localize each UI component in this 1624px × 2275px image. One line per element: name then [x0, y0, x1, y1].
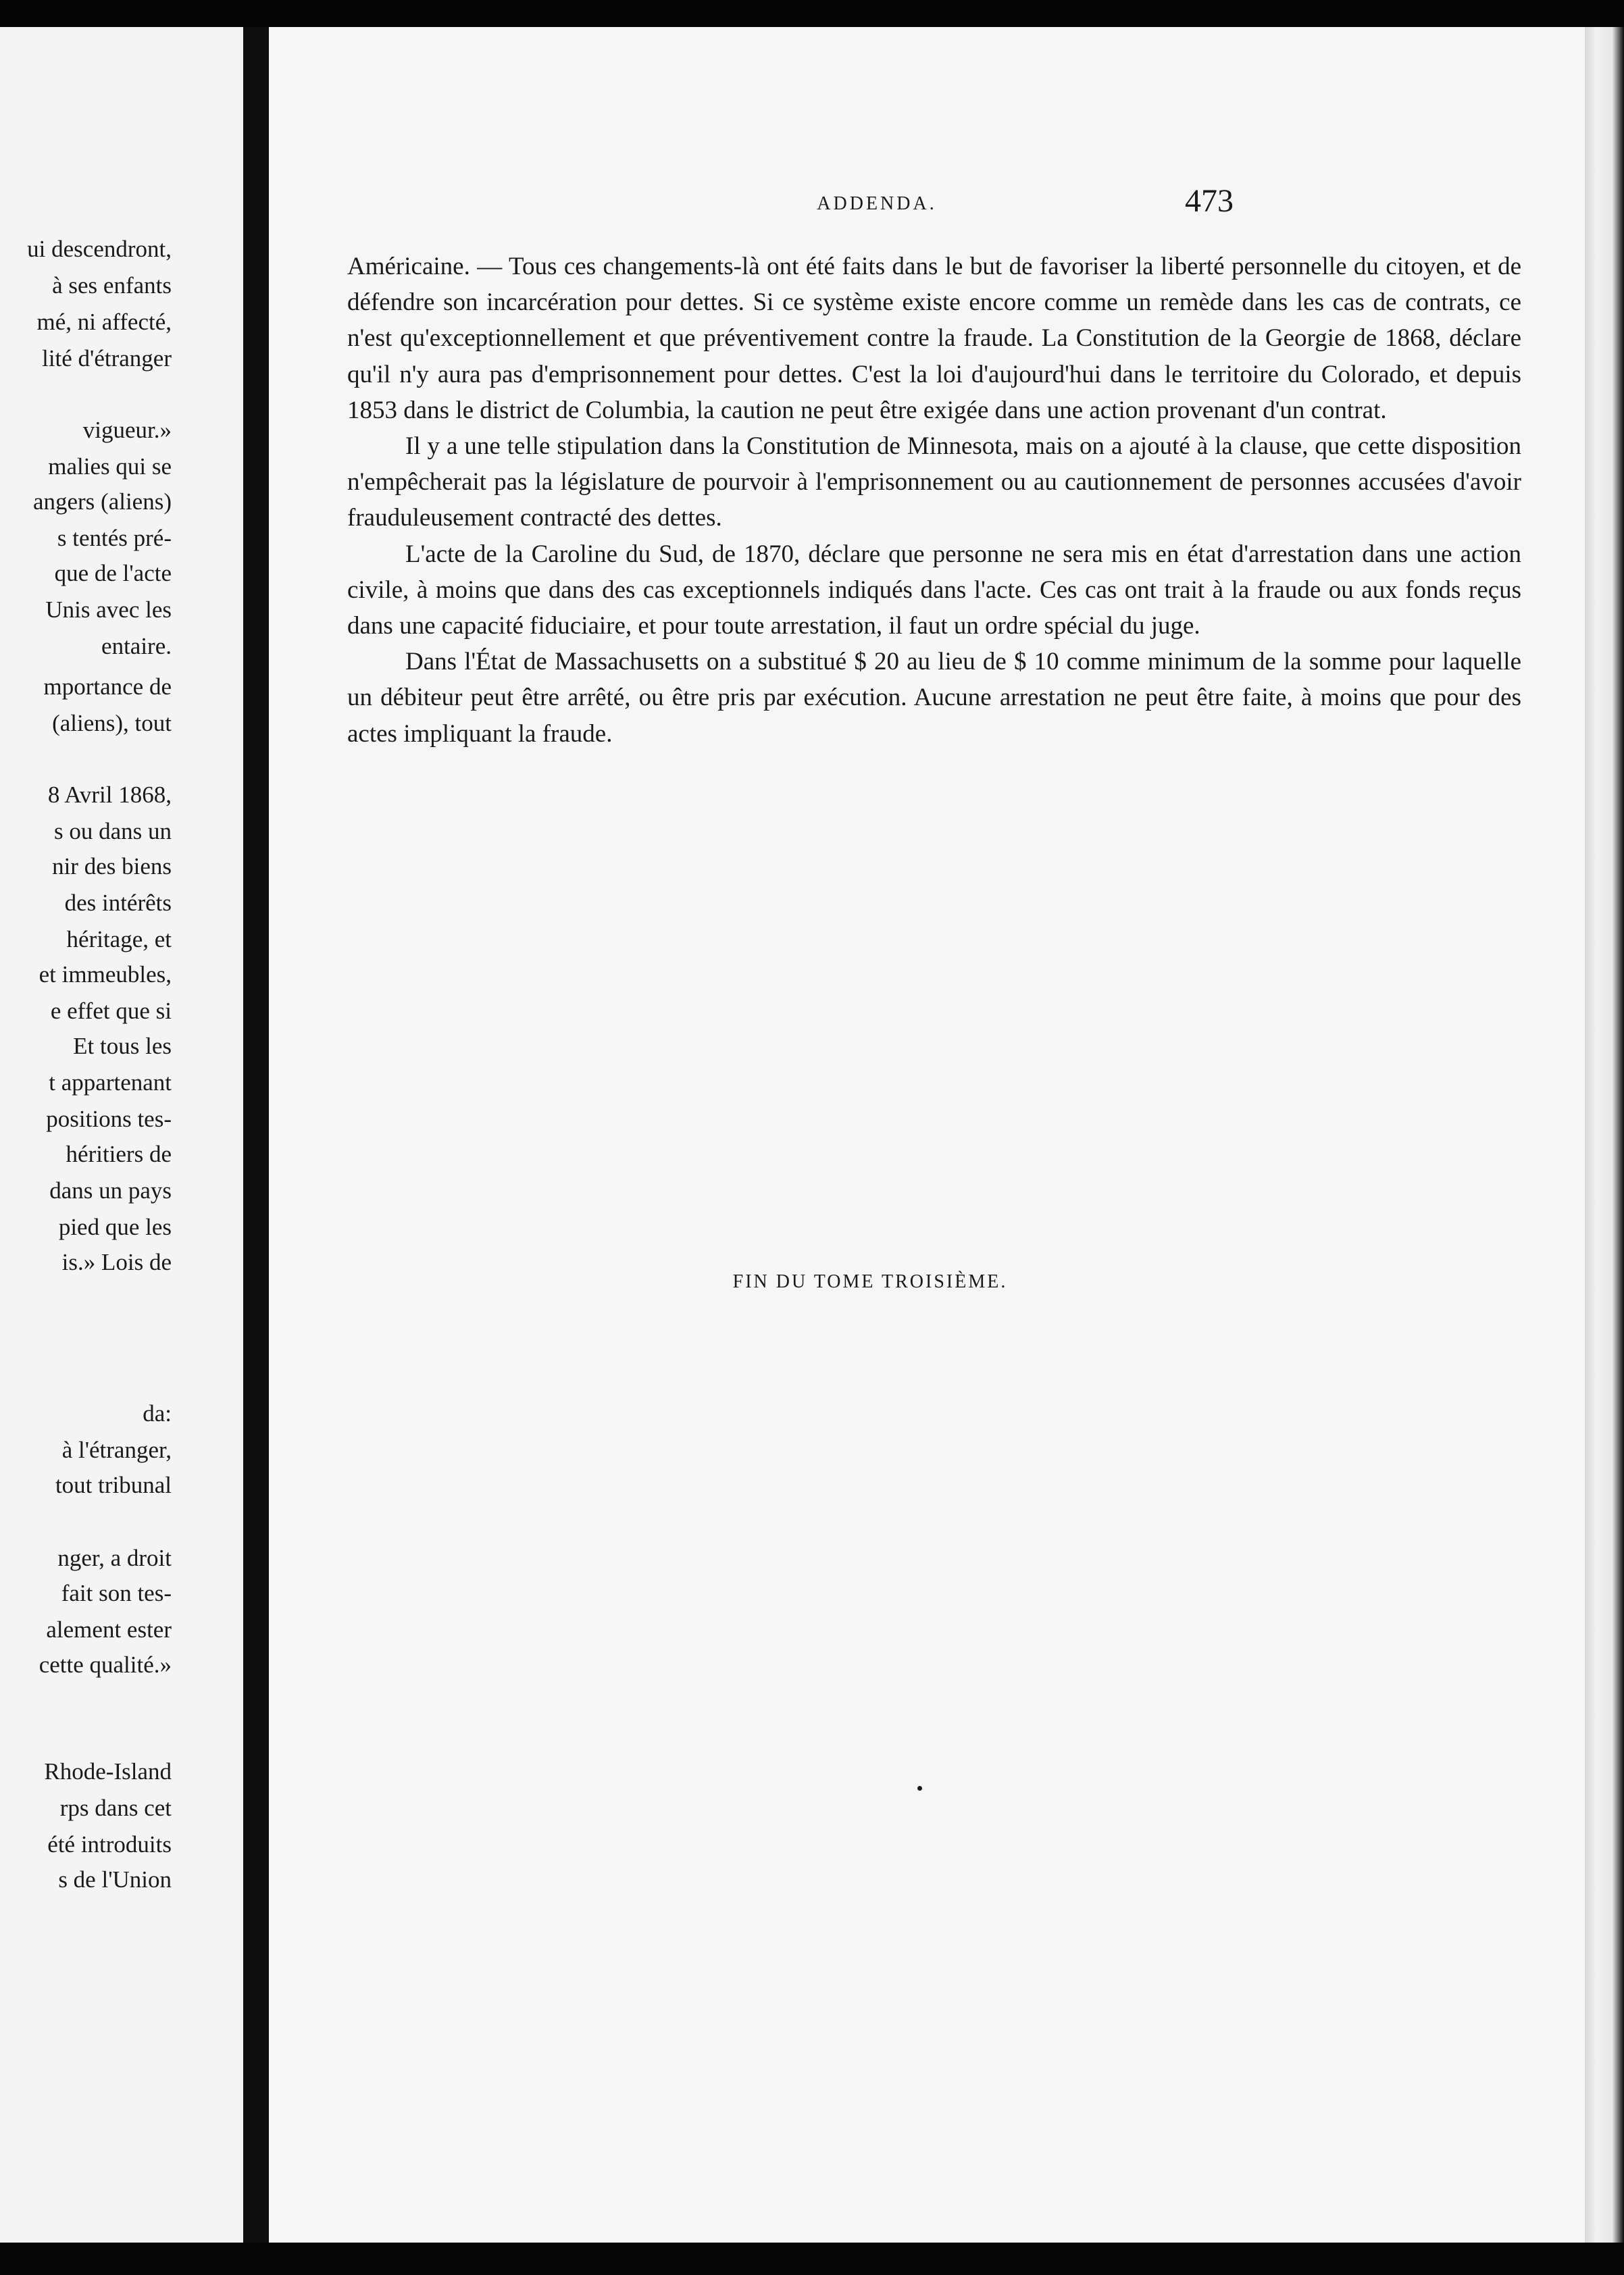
left-page-line: s tentés pré-: [57, 525, 172, 551]
left-page-line: des intérêts: [64, 890, 172, 916]
left-page-line: lité d'étranger: [42, 345, 172, 372]
page-number: 473: [1185, 183, 1234, 219]
left-page-line: vigueur.»: [82, 417, 172, 443]
book-page: [269, 27, 1585, 2243]
left-page-line: cette qualité.»: [39, 1652, 172, 1678]
previous-page-fragment: [0, 27, 243, 2243]
left-page-line: pied que les: [58, 1214, 172, 1240]
left-page-line: (aliens), tout: [52, 710, 172, 736]
left-page-line: e effet que si: [50, 998, 172, 1024]
left-page-line: positions tes-: [46, 1106, 172, 1132]
left-page-line: is.» Lois de: [61, 1249, 172, 1275]
left-page-line: héritiers de: [66, 1141, 172, 1167]
left-page-line: Rhode-Island: [44, 1758, 172, 1785]
left-page-line: Unis avec les: [45, 596, 172, 623]
left-page-line: et immeubles,: [39, 961, 172, 988]
left-page-line: nger, a droit: [57, 1545, 172, 1571]
page-edge: [1585, 27, 1624, 2243]
scan-bottom-border: [0, 2243, 1624, 2275]
left-page-line: que de l'acte: [54, 560, 172, 586]
left-page-line: Et tous les: [73, 1033, 172, 1059]
paragraph: Américaine. — Tous ces changements-là ont été faits dans le but de favoriser la liberté personnelle du citoyen, et de défendre son incarcération pour dettes. Si ce système existe encore comme un remède dans les cas de contrats, ce n'est qu'exceptionnellement et que préventivement contre la fraude. La Constitution de la Georgie de 1868, déclare qu'il n'y aura pas d'emprisonnement pour dettes. C'est la loi d'aujourd'hui dans le territoire du Colorado, et depuis 1853 dans le district de Columbia, la caution ne peut être exigée dans une action provenant d'un contrat.: [347, 253, 1521, 424]
left-page-line: à l'étranger,: [61, 1437, 172, 1463]
left-page-line: s de l'Union: [58, 1866, 172, 1893]
left-page-line: t appartenant: [49, 1069, 172, 1096]
left-page-line: ui descendront,: [27, 236, 172, 262]
left-page-line: à ses enfants: [52, 272, 172, 299]
paragraph: Dans l'État de Massachusetts on a substitué $ 20 au lieu de $ 10 comme minimum de la somme pour laquelle un débiteur peut être arrêté, ou être pris par exécution. Aucune arrestation ne peut être faite, à moins que pour des actes impliquant la fraude.: [347, 648, 1521, 748]
body-text: [347, 249, 1521, 752]
left-page-line: 8 Avril 1868,: [47, 782, 172, 808]
left-page-line: héritage, et: [66, 926, 172, 952]
running-head: ADDENDA.: [817, 193, 937, 214]
left-page-line: alement ester: [46, 1616, 172, 1643]
left-page-line: rps dans cet: [59, 1795, 172, 1821]
end-of-volume-mark: FIN DU TOME TROISIÈME.: [732, 1271, 1008, 1292]
left-page-line: mportance de: [43, 673, 172, 700]
ink-speck: [917, 1786, 922, 1791]
left-page-line: mé, ni affecté,: [36, 309, 172, 335]
left-page-line: entaire.: [101, 633, 172, 659]
left-page-line: été introduits: [47, 1831, 172, 1858]
scan-top-border: [0, 0, 1624, 27]
left-page-line: nir des biens: [52, 853, 172, 879]
left-page-line: tout tribunal: [55, 1472, 172, 1498]
paragraph: Il y a une telle stipulation dans la Constitution de Minnesota, mais on a ajouté à la clause, que cette disposition n'empêcherait pas la législature de pourvoir à l'emprisonnement ou au cautionnement de personnes accusées d'avoir frauduleusement contracté des dettes.: [347, 432, 1521, 532]
left-page-line: fait son tes-: [61, 1580, 172, 1606]
left-page-line: angers (aliens): [32, 488, 172, 515]
paragraph: L'acte de la Caroline du Sud, de 1870, déclare que personne ne sera mis en état d'arrestation dans une action civile, à moins que dans des cas exceptionnels indiqués dans l'acte. Ces cas ont trait à la fraude ou aux fonds reçus dans une capacité fiduciaire, et pour toute arrestation, il faut un ordre spécial du juge.: [347, 540, 1521, 640]
left-page-line: s ou dans un: [53, 818, 172, 844]
left-page-line: malies qui se: [48, 453, 172, 480]
page-gutter: [243, 27, 270, 2243]
left-page-line: dans un pays: [49, 1177, 172, 1204]
left-page-line: da:: [143, 1400, 172, 1427]
